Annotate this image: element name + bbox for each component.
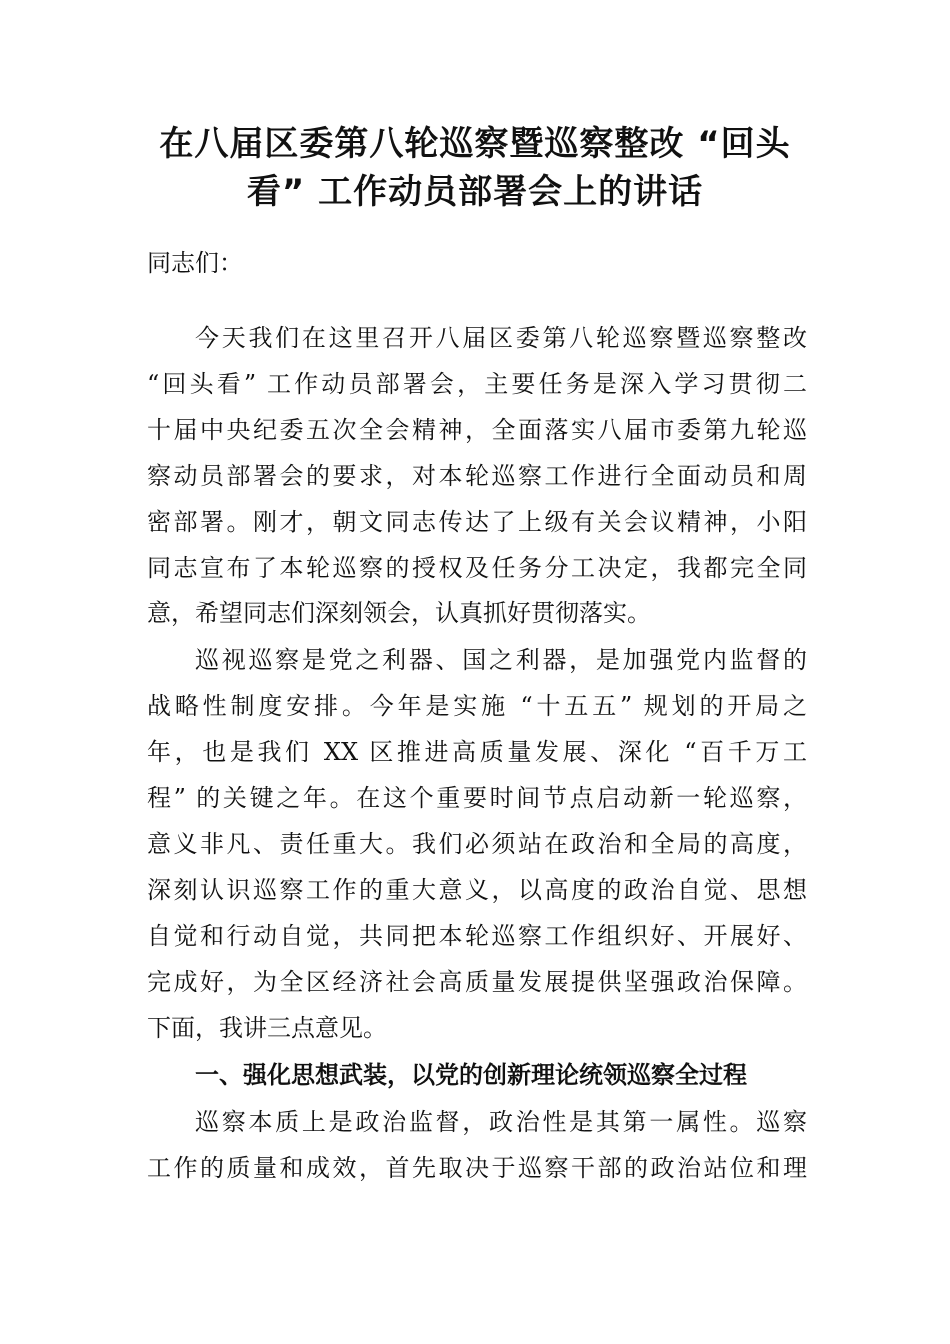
paragraph-line: 今天我们在这里召开八届区委第八轮巡察暨巡察整改 (195, 324, 807, 352)
paragraph-line: 巡视巡察是党之利器、国之利器，是加强党内监督的 (195, 646, 807, 674)
paragraph-line: 完成好，为全区经济社会高质量发展提供坚强政治保障。 (147, 968, 807, 996)
document-title-line-1: 在八届区委第八轮巡察暨巡察整改 “回头 (159, 124, 791, 164)
paragraph-line: 巡察本质上是政治监督，政治性是其第一属性。巡察 (195, 1108, 807, 1136)
paragraph-line: 密部署。刚才，朝文同志传达了上级有关会议精神，小阳 (147, 508, 807, 536)
paragraph-line: 意，希望同志们深刻领会，认真抓好贯彻落实。 (147, 599, 651, 627)
paragraph-line: “回头看” 工作动员部署会，主要任务是深入学习贯彻二 (147, 370, 807, 398)
paragraph-line: 意义非凡、责任重大。我们必须站在政治和全局的高度， (147, 830, 807, 858)
paragraph-line: 察动员部署会的要求，对本轮巡察工作进行全面动员和周 (147, 462, 807, 490)
paragraph-line: 战略性制度安排。今年是实施 “十五五” 规划的开局之 (147, 692, 807, 720)
salutation: 同志们： (147, 249, 243, 277)
document-title-line-2: 看” 工作动员部署会上的讲话 (246, 172, 704, 212)
paragraph-line: 深刻认识巡察工作的重大意义，以高度的政治自觉、思想 (147, 876, 807, 904)
paragraph-line: 下面，我讲三点意见。 (147, 1014, 387, 1042)
paragraph-line: 同志宣布了本轮巡察的授权及任务分工决定，我都完全同 (147, 554, 807, 582)
section-heading-1: 一、强化思想武装，以党的创新理论统领巡察全过程 (195, 1061, 747, 1089)
paragraph-line: 工作的质量和成效，首先取决于巡察干部的政治站位和理 (147, 1154, 807, 1182)
paragraph-line: 年，也是我们 XX 区推进高质量发展、深化 “百千万工 (147, 738, 807, 766)
paragraph-line: 程” 的关键之年。在这个重要时间节点启动新一轮巡察， (147, 784, 807, 812)
paragraph-line: 自觉和行动自觉，共同把本轮巡察工作组织好、开展好、 (147, 922, 807, 950)
paragraph-line: 十届中央纪委五次全会精神，全面落实八届市委第九轮巡 (147, 416, 807, 444)
